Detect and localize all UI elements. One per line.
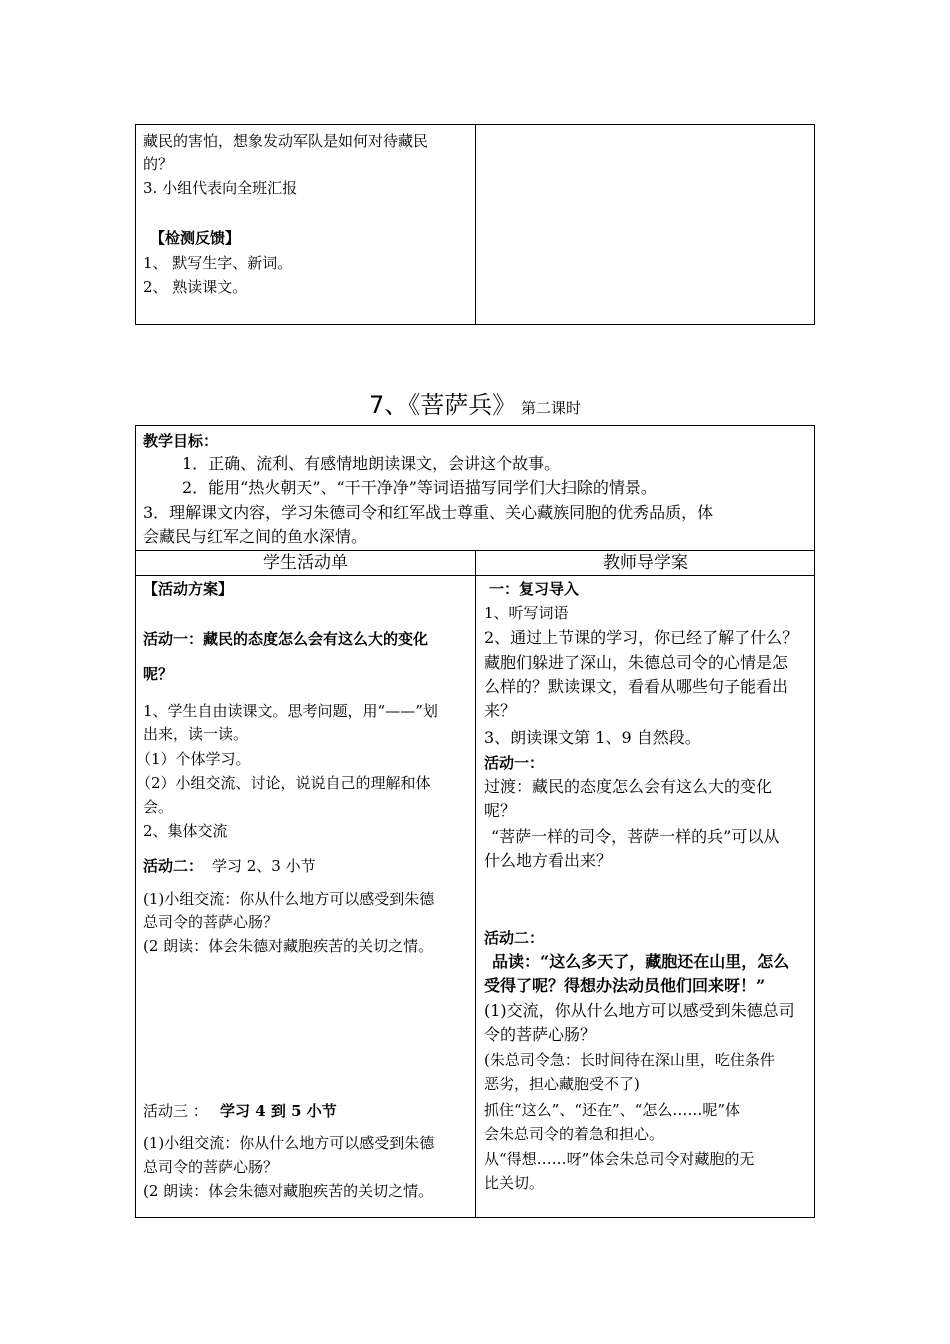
- student-line: 活动一：藏民的态度怎么会有这么大的变化: [143, 630, 429, 648]
- teacher-line: 呢？: [484, 801, 517, 820]
- teacher-line: 比关切。: [484, 1174, 545, 1192]
- student-line: 总司令的菩萨心肠？: [143, 913, 279, 931]
- student-line: 出来，读一读。: [143, 725, 249, 743]
- teacher-line: 抓住“这么”、“还在”、“怎么……呢”体: [484, 1101, 741, 1119]
- top-left-line: 1、 默写生字、新词。: [143, 254, 293, 272]
- teacher-line: 过渡：藏民的态度怎么会有这么大的变化: [484, 777, 773, 796]
- teacher-line: 活动一：: [484, 754, 545, 772]
- objective-item: 3．理解课文内容，学习朱德司令和红军战士尊重、关心藏族同胞的优秀品质，体: [143, 503, 714, 522]
- student-line: 总司令的菩萨心肠？: [143, 1158, 279, 1176]
- student-line: 1、学生自由读课文。思考问题，用“——”划: [143, 702, 438, 720]
- teacher-line: 会朱总司令的着急和担心。: [484, 1125, 665, 1143]
- objective-item: 2．能用“热火朝天”、“干干净净”等词语描写同学们大扫除的情景。: [182, 478, 657, 497]
- teacher-line: (朱总司令急：长时间待在深山里，吃住条件: [484, 1051, 775, 1069]
- student-column-header: 学生活动单: [263, 553, 348, 573]
- teacher-line: 2、通过上节课的学习，你已经了解了什么？: [484, 628, 799, 647]
- top-table-divider: [475, 125, 476, 324]
- student-line: 活动三 ：: [143, 1102, 208, 1120]
- student-line: 学习 4 到 5 小节: [220, 1102, 337, 1120]
- student-line: 学习 2、3 小节: [212, 857, 316, 875]
- teacher-line: 来？: [484, 701, 517, 720]
- student-line: 2、集体交流: [143, 822, 228, 840]
- top-left-line: 3. 小组代表向全班汇报: [143, 179, 298, 197]
- objective-item: 会藏民与红军之间的鱼水深情。: [143, 527, 368, 546]
- top-left-line: 的？: [143, 155, 174, 173]
- student-line: 活动二：: [143, 857, 204, 875]
- top-left-line: 2、 熟读课文。: [143, 278, 248, 296]
- top-left-line: 藏民的害怕，想象发动军队是如何对待藏民: [143, 132, 429, 150]
- teacher-line: 一：复习导入: [489, 580, 580, 598]
- teacher-line: 恶劣，担心藏胞受不了): [484, 1075, 640, 1093]
- lesson-title: [0, 385, 950, 420]
- teacher-line: 1、听写词语: [484, 604, 569, 622]
- teacher-line: 从“得想……呀”体会朱总司令对藏胞的无: [484, 1150, 755, 1168]
- teacher-line: 活动二：: [484, 929, 545, 947]
- teacher-line: 么样的？默读课文，看看从哪些句子能看出: [484, 677, 789, 696]
- objectives-heading: 教学目标：: [143, 432, 219, 450]
- teacher-line: 令的菩萨心肠？: [484, 1025, 597, 1044]
- student-line: 【活动方案】: [143, 580, 234, 598]
- teacher-line: 品读：“这么多天了，藏胞还在山里，怎么: [492, 952, 790, 971]
- student-line: 呢？: [143, 665, 174, 683]
- objective-item: 1．正确、流利、有感情地朗读课文，会讲这个故事。: [182, 454, 561, 473]
- teacher-line: (1)交流，你从什么地方可以感受到朱德总司: [484, 1001, 795, 1020]
- lesson-title-sub: 第二课时: [521, 399, 582, 417]
- teacher-line: “菩萨一样的司令，菩萨一样的兵”可以从: [491, 827, 780, 846]
- teacher-column-header: 教师导学案: [603, 553, 688, 573]
- student-line: (1)小组交流：你从什么地方可以感受到朱德: [143, 890, 435, 908]
- feedback-heading: 【检测反馈】: [150, 229, 241, 247]
- student-line: (2 朗读：体会朱德对藏胞疾苦的关切之情。: [143, 937, 434, 955]
- teacher-line: 3、朗读课文第 1、9 自然段。: [484, 728, 701, 747]
- teacher-line: 受得了呢？得想办法动员他们回来呀！”: [484, 976, 766, 995]
- teacher-line: 藏胞们躲进了深山，朱德总司令的心情是怎: [484, 653, 789, 672]
- lesson-title-main: 7、《菩萨兵》: [368, 391, 517, 419]
- student-line: （1）个体学习。: [136, 750, 251, 768]
- column-divider: [475, 550, 476, 1217]
- student-line: (2 朗读：体会朱德对藏胞疾苦的关切之情。: [143, 1182, 434, 1200]
- student-line: (1)小组交流：你从什么地方可以感受到朱德: [143, 1134, 435, 1152]
- student-line: （2）小组交流、讨论，说说自己的理解和体: [136, 774, 431, 792]
- student-line: 会。: [143, 798, 174, 816]
- teacher-line: 什么地方看出来？: [484, 851, 613, 870]
